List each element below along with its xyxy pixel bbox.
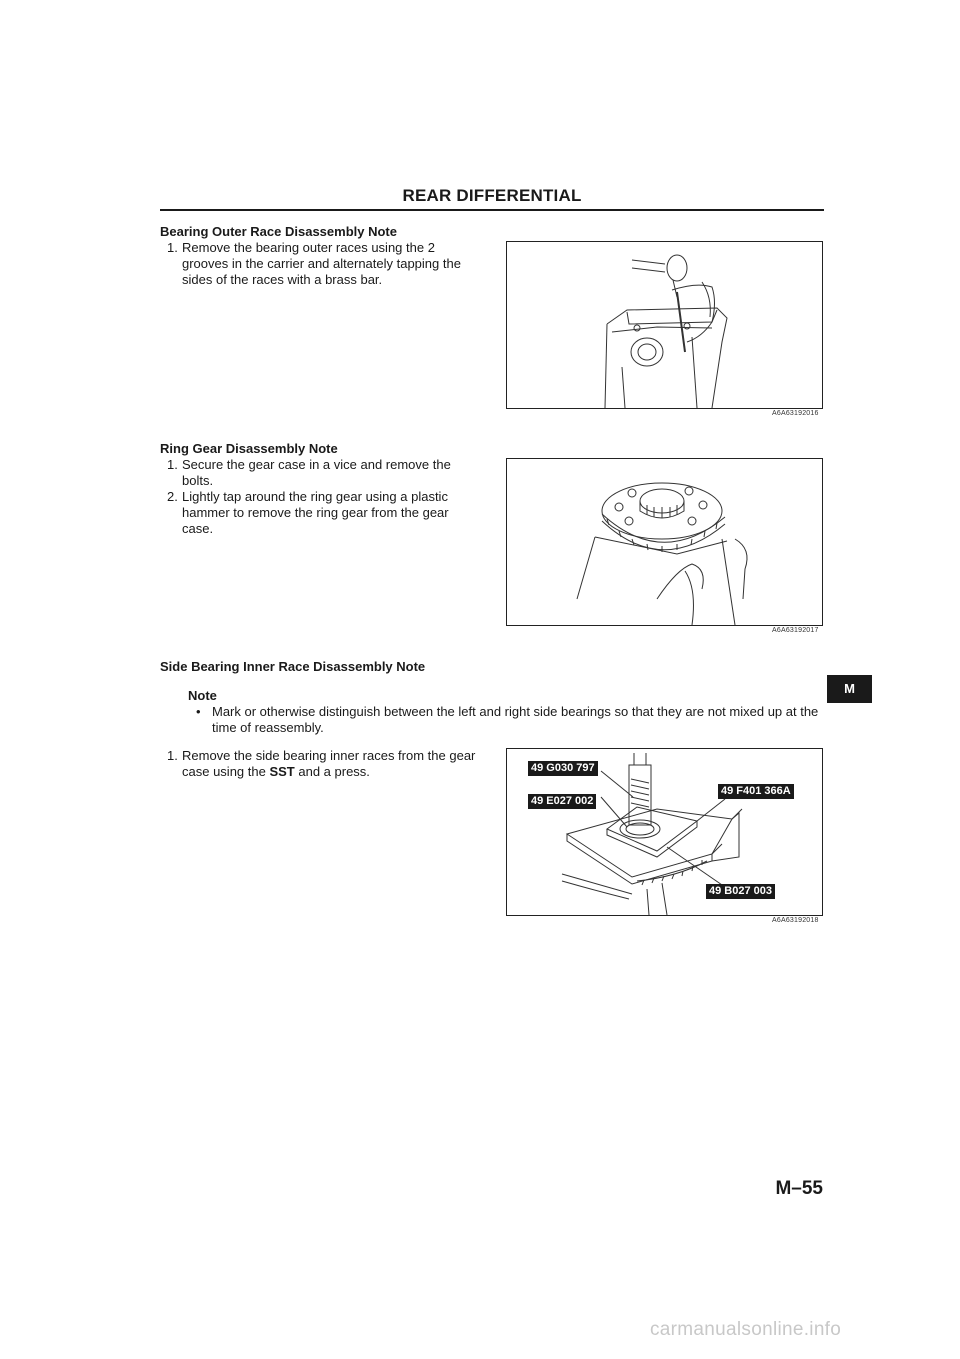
- illustration-ring-gear-vice: [507, 459, 822, 625]
- step-number: 1.: [167, 457, 178, 472]
- step-text: Remove the bearing outer races using the 2 grooves in the carrier and alternately tapping the sides of the races with a brass bar.: [182, 240, 461, 287]
- illustration-brass-bar-hammer: [507, 242, 822, 408]
- note-bullet: [196, 704, 826, 736]
- figure-ring-gear: [506, 458, 823, 626]
- step-text: Remove the side bearing inner races from the gear case using the SST and a press.: [182, 748, 476, 779]
- sst-bold: SST: [269, 764, 295, 779]
- figure-id-side-bearing: A6A63192018: [772, 917, 819, 924]
- step-side-bearing-1: [167, 748, 477, 780]
- section-tab-m: M: [827, 675, 872, 703]
- step-number: 1.: [167, 748, 178, 763]
- sst-label-49-e027-002: 49 E027 002: [528, 794, 596, 809]
- step-ring-gear-2: [167, 489, 477, 537]
- section-title-ring-gear: Ring Gear Disassembly Note: [160, 441, 338, 456]
- page-header-title: REAR DIFFERENTIAL: [402, 186, 582, 205]
- figure-bearing-outer-race: [506, 241, 823, 409]
- step-text: Lightly tap around the ring gear using a plastic hammer to remove the ring gear from the gear case.: [182, 489, 449, 536]
- bullet-icon: •: [196, 704, 201, 719]
- header-rule: [160, 209, 824, 211]
- sst-label-49-g030-797: 49 G030 797: [528, 761, 598, 776]
- step-number: 2.: [167, 489, 178, 504]
- figure-id-ring-gear: A6A63192017: [772, 627, 819, 634]
- section-title-side-bearing: Side Bearing Inner Race Disassembly Note: [160, 659, 426, 674]
- step-bearing-1: [167, 240, 477, 288]
- step-text: Secure the gear case in a vice and remove the bolts.: [182, 457, 451, 488]
- step-number: 1.: [167, 240, 178, 255]
- step-ring-gear-1: [167, 457, 477, 489]
- footer-watermark: carmanualsonline.info: [650, 1319, 842, 1340]
- sst-label-49-b027-003: 49 B027 003: [706, 884, 775, 899]
- section-title-bearing-outer-race: Bearing Outer Race Disassembly Note: [160, 224, 397, 239]
- note-label: Note: [188, 688, 217, 703]
- note-bullet-text: Mark or otherwise distinguish between the left and right side bearings so that they are not mixed up at the time of reassembly.: [212, 704, 819, 735]
- sst-label-49-f401-366a: 49 F401 366A: [718, 784, 794, 799]
- page-number: M–55: [775, 1178, 823, 1199]
- figure-id-bearing: A6A63192016: [772, 410, 819, 417]
